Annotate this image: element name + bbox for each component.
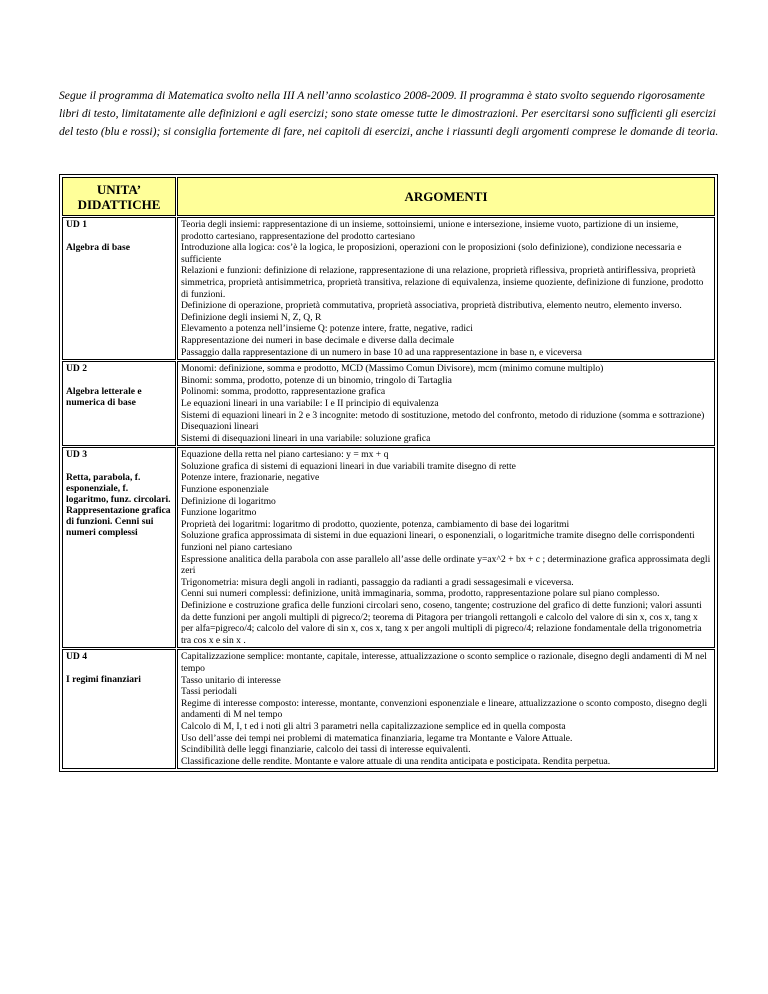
topic-line: Tassi periodali: [181, 686, 238, 698]
topic-line: Definizione di logaritmo: [181, 495, 276, 507]
unit-code: UD 4: [66, 651, 88, 663]
topic-line: Proprietà dei logaritmi: logaritmo di prodotto, quoziente, potenza, cambiamento di base dei logaritmi: [181, 518, 570, 530]
unit-code: UD 3: [66, 449, 88, 461]
topics-cell: [177, 361, 715, 446]
topic-line: Teoria degli insiemi: rappresentazione di un insieme, sottoinsiemi, unione e intersezione, insieme vuoto, partizione di un insieme, prodotto cartesiano, rappresentazione del prodotto cartesiano: [181, 219, 679, 242]
table-row: [62, 447, 715, 648]
topics-cell: [177, 217, 715, 360]
topic-line: Uso dell’asse dei tempi nei problemi di matematica finanziaria, legame tra Montante e Valore Attuale.: [181, 732, 573, 744]
topics-cell: [177, 447, 715, 648]
topic-line: Binomi: somma, prodotto, potenze di un binomio, tringolo di Tartaglia: [181, 374, 452, 386]
topic-line: Polinomi: somma, prodotto, rappresentazione grafica: [181, 386, 386, 398]
unit-title: Algebra letterale e numerica di base: [66, 386, 142, 409]
topic-line: Introduzione alla logica: cos’è la logica, le proposizioni, operazioni con le proposizioni (solo definizione), condizione necessaria e sufficiente: [181, 242, 682, 265]
topic-line: Definizione e costruzione grafica delle funzioni circolari seno, coseno, tangente; costruzione del grafico di dette funzioni; valori assunti da dette funzioni per angoli multipli di pigreco/2; teorema di Pitagora per triangoli rettangoli e calcolo del valore di sin x, cos x, tang x per alfa=pigreco/4; calcolo del valore di sin x, cos x, tang x per angoli multipli di pigreco/4; relazione fondamentale della trigonometria tra cos x e sin x .: [181, 600, 702, 646]
topic-line: Relazioni e funzioni: definizione di relazione, rappresentazione di una relazione, proprietà riflessiva, proprietà antiriflessiva, proprietà simmetrica, proprietà antisimmetrica, proprietà transitiva, relazione di equivalenza, insieme quoziente, definizione di funzione, prodotto di funzioni.: [181, 265, 704, 300]
unit-code: UD 1: [66, 219, 88, 230]
topic-line: Trigonometria: misura degli angoli in radianti, passaggio da radianti a gradi sessagesimali e viceversa.: [181, 576, 574, 588]
unit-title: I regimi finanziari: [66, 674, 141, 686]
topic-line: Cenni sui numeri complessi: definizione, unità immaginaria, somma, prodotto, rappresentazione polare sul piano complesso.: [181, 588, 660, 600]
topic-line: Soluzione grafica approssimata di sistemi in due equazioni lineari, o esponenziali, o logaritmiche tramite disegno delle corrispondenti funzioni nel piano cartesiano: [181, 530, 695, 554]
unit-cell: [62, 217, 176, 360]
topic-line: Espressione analitica della parabola con asse parallelo all’asse delle ordinate y=ax^2 + bx + c ; determinazione grafica approssimata degli zeri: [181, 553, 711, 577]
topic-line: Sistemi di disequazioni lineari in una variabile: soluzione grafica: [181, 432, 431, 444]
topic-line: Capitalizzazione semplice: montante, capitale, interesse, attualizzazione o sconto semplice o razionale, disegno degli andamenti di M nel tempo: [181, 651, 707, 674]
topic-line: Potenze intere, frazionarie, negative: [181, 472, 320, 484]
header-argomenti: ARGOMENTI: [177, 177, 715, 216]
intro-paragraph: Segue il programma di Matematica svolto nella III A nell’anno scolastico 2008-2009. Il programma è stato svolto seguendo rigorosamente libri di testo, limitatamente alle definizioni e agli esercizi; sono state omesse tutte le dimostrazioni. Per esercitarsi sono sufficienti gli esercizi del testo (blu e rossi); si consiglia fortemente di fare, nei capitoli di esercizi, anche i riassunti degli argomenti comprese le domande di teoria.: [59, 89, 719, 138]
topic-line: Definizione di operazione, proprietà commutativa, proprietà associativa, proprietà distributiva, elemento neutro, elemento inverso.: [181, 300, 682, 312]
table-row: [62, 649, 715, 769]
topic-line: Classificazione delle rendite. Montante e valore attuale di una rendita anticipata e posticipata. Rendita perpetua.: [181, 755, 611, 767]
topic-line: Equazione della retta nel piano cartesiano: y = mx + q: [181, 449, 389, 461]
topic-line: Disequazioni lineari: [181, 421, 259, 433]
table-row: [62, 361, 715, 446]
unit-title: Algebra di base: [66, 242, 130, 253]
topic-line: Regime di interesse composto: interesse, montante, convenzioni esponenziale e lineare, attualizzazione o sconto composto, disegno degli andamenti di M nel tempo: [181, 697, 708, 721]
unit-cell: [62, 361, 176, 446]
topic-line: Definizione degli insiemi N, Z, Q, R: [181, 311, 322, 323]
topics-cell: [177, 649, 715, 769]
topic-line: Monomi: definizione, somma e prodotto, MCD (Massimo Comun Divisore), mcm (minimo comune multiplo): [181, 363, 604, 375]
topic-line: Soluzione grafica di sistemi di equazioni lineari in due variabili tramite disegno di rette: [181, 460, 516, 472]
unit-code: UD 2: [66, 363, 88, 375]
header-unita-didattiche: UNITA’ DIDATTICHE: [62, 177, 176, 216]
topic-line: Sistemi di equazioni lineari in 2 e 3 incognite: metodo di sostituzione, metodo del confronto, metodo di riduzione (somma e sottrazione): [181, 409, 705, 421]
topic-line: Scindibilità delle leggi finanziarie, calcolo dei tassi di interesse equivalenti.: [181, 744, 471, 756]
topic-line: Funzione esponenziale: [181, 484, 269, 496]
topic-line: Calcolo di M, I, t ed i noti gli altri 3 parametri nella capitalizzazione semplice ed in quella composta: [181, 720, 566, 732]
unit-cell: [62, 447, 176, 648]
topic-line: Funzione logaritmo: [181, 507, 257, 519]
topic-line: Le equazioni lineari in una variabile: I e II principio di equivalenza: [181, 397, 439, 409]
unit-title: Retta, parabola, f. esponenziale, f. logaritmo, funz. circolari. Rappresentazione grafica di funzioni. Cenni sui numeri complessi: [66, 472, 171, 539]
table-row: [62, 217, 715, 360]
topic-line: Rappresentazione dei numeri in base decimale e diverse dalla decimale: [181, 334, 455, 346]
topic-line: Elevamento a potenza nell’insieme Q: potenze intere, fratte, negative, radici: [181, 323, 473, 335]
topic-line: Tasso unitario di interesse: [181, 674, 281, 686]
topic-line: Passaggio dalla rappresentazione di un numero in base 10 ad una rappresentazione in base n, e viceversa: [181, 346, 582, 358]
table-header-row: [62, 177, 715, 216]
program-table: [59, 174, 718, 772]
unit-cell: [62, 649, 176, 769]
